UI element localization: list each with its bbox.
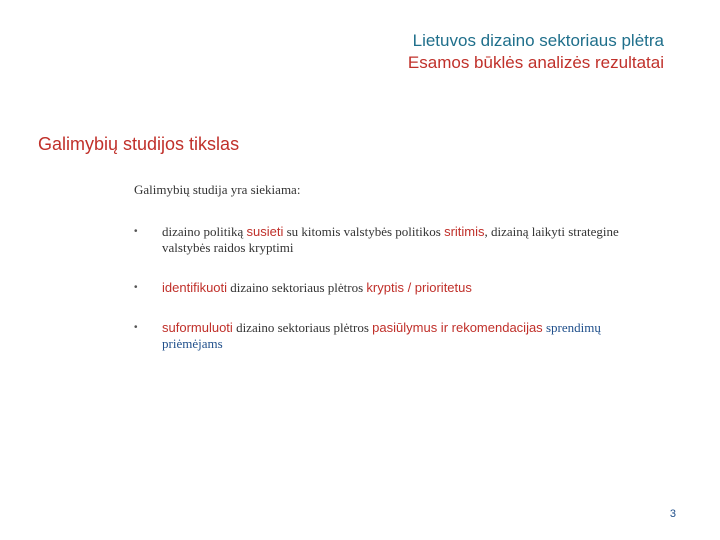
section-title: Galimybių studijos tikslas	[38, 134, 240, 154]
text-span: dizaino politiką	[162, 224, 247, 239]
list-item	[134, 224, 664, 256]
highlight-span: pasiūlymus ir rekomendacijas	[372, 320, 543, 335]
header-subtitle: Esamos būklės analizės rezultatai	[407, 53, 664, 72]
bullet-icon: •	[134, 322, 138, 333]
intro-text: Galimybių studija yra siekiama:	[134, 182, 301, 197]
bullet-icon: •	[134, 282, 138, 293]
list-item	[134, 280, 664, 296]
text-span: su kitomis valstybės politikos	[283, 224, 445, 239]
bullet-list	[134, 224, 664, 376]
text-span: dizaino sektoriaus plėtros	[232, 320, 373, 335]
highlight-span: kryptis / prioritetus	[366, 280, 472, 295]
highlight-span: sritimis	[444, 224, 485, 239]
bullet-text	[162, 280, 472, 296]
bullet-text	[162, 320, 664, 352]
text-span: dizaino sektoriaus plėtros	[227, 280, 367, 295]
text-span: , dizainą laikyti strategine valstybės raidos kryptimi	[162, 224, 619, 255]
bullet-text	[162, 224, 664, 256]
list-item	[134, 320, 664, 352]
header-title: Lietuvos dizaino sektoriaus plėtra	[412, 31, 664, 50]
page-number: 3	[669, 508, 676, 520]
text-span: sprendimų priėmėjams	[162, 320, 601, 351]
bullet-icon: •	[134, 226, 138, 237]
highlight-span: identifikuoti	[162, 280, 228, 295]
slide-header	[408, 30, 664, 74]
highlight-span: susieti	[246, 224, 284, 239]
highlight-span: suformuluoti	[162, 320, 233, 335]
